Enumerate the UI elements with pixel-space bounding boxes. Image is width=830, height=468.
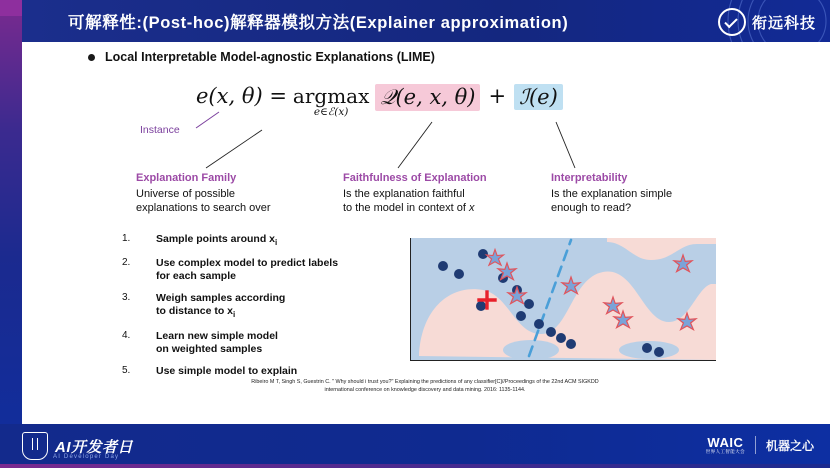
step-text: Use complex model to predict labels for each sample: [156, 257, 339, 283]
formula-argmax-label: argmax: [292, 84, 370, 108]
waic-logo: [706, 436, 745, 455]
annotation-title: Explanation Family: [136, 172, 237, 184]
step-number: 1.: [122, 233, 131, 244]
bullet-label: Local Interpretable Model-agnostic Explanations (LIME): [105, 50, 435, 64]
step-number: 5.: [122, 364, 131, 376]
check-circle-icon: [718, 8, 746, 36]
lime-objective-formula: [196, 84, 563, 118]
formula-lhs: e(x, θ) =: [196, 84, 287, 108]
citation: [215, 378, 635, 394]
step-text: Learn new simple model on weighted samples: [156, 329, 278, 355]
list-item: [122, 257, 402, 283]
bullet-dot-icon: [88, 54, 95, 61]
waic-logo-text: WAIC: [707, 435, 744, 450]
formula-argmax: [293, 84, 369, 118]
lime-steps-list: [122, 233, 402, 387]
step-number: 2.: [122, 257, 131, 269]
left-gradient-bar: [0, 0, 22, 468]
step-text: Sample points around $x_i$: [156, 233, 278, 248]
formula-argmax-subscript: e∈ℰ(x): [313, 106, 349, 118]
instance-label: Instance: [140, 124, 180, 136]
step-text: Use simple model to explain: [156, 364, 298, 377]
slide-header: [22, 0, 830, 42]
annotation-explanation-family: [136, 172, 271, 215]
annotation-body: Is the explanation faithful to the model in context of x: [343, 187, 475, 214]
waic-logo-subtitle: 世界人工智能大会: [705, 449, 745, 454]
step-text: Weigh samples according to distance to $x_i$: [156, 292, 286, 320]
step-number: 4.: [122, 329, 131, 341]
lime-decision-boundary-figure: [410, 238, 716, 361]
citation-line-1: Ribeiro M T, Singh S, Guestrin C. " Why should i trust you?" Explaining the predictions of any classifier[C]//Proceedings of the 22nd ACM SIGKDD: [251, 379, 599, 385]
annotation-body: Universe of possible explanations to search over: [136, 187, 271, 214]
annotation-body: Is the explanation simple enough to read?: [551, 187, 673, 214]
slide-footer: [0, 424, 830, 468]
footer-brand-text: AI开发者日: [55, 438, 134, 456]
list-item: [122, 233, 402, 248]
annotation-interpretability: [551, 172, 672, 215]
list-item: [122, 330, 402, 356]
annotation-faithfulness: [343, 172, 487, 215]
citation-line-2: international conference on knowledge discovery and data mining. 2016: 1135-1144.: [324, 387, 526, 394]
partner-logo-text: 机器之心: [765, 438, 814, 453]
company-logo-text: 衔远科技: [751, 14, 816, 32]
annotation-title: Faithfulness of Explanation: [343, 172, 487, 184]
footer-partner-group: [706, 436, 814, 455]
annotation-title: Interpretability: [551, 172, 628, 184]
footer-divider: [755, 436, 756, 454]
left-bar-accent: [0, 0, 22, 16]
formula-plus-sign: +: [488, 84, 507, 108]
formula-fidelity-term: 𝒬(e, x, θ): [375, 84, 480, 111]
footer-brand-subtitle: AI Developer Day: [53, 454, 120, 460]
formula-interpretability-term: ℐ(e): [514, 84, 563, 110]
company-logo: [718, 8, 816, 36]
medal-icon: [22, 432, 48, 460]
step-number: 3.: [122, 292, 131, 304]
list-item: [122, 365, 402, 378]
list-item: [122, 292, 402, 320]
footer-accent-line: [0, 464, 830, 468]
bullet-row: [88, 50, 435, 64]
page-title: 可解释性:(Post-hoc)解释器模拟方法(Explainer approximation): [68, 14, 569, 32]
